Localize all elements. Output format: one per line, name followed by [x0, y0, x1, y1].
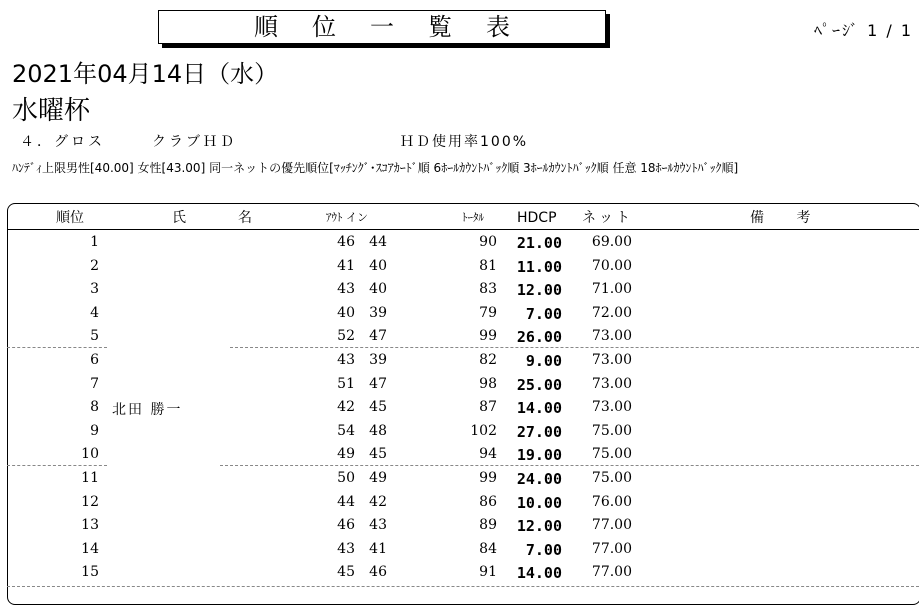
total-cell: 81 [479, 257, 497, 274]
total-cell: 94 [479, 446, 497, 463]
total-cell: 82 [479, 352, 497, 368]
in-score-cell: 39 [369, 352, 387, 368]
hd-usage-rate: ＨＤ使用率100% [400, 134, 529, 150]
rank-cell: 11 [81, 470, 99, 486]
table-row [7, 514, 919, 537]
group-divider [230, 347, 919, 348]
net-cell: 77.00 [591, 540, 632, 557]
net-cell: 76.00 [591, 493, 632, 510]
total-cell: 98 [479, 375, 497, 392]
table-row [7, 561, 919, 584]
group-divider [220, 465, 919, 466]
total-cell: 84 [479, 540, 497, 557]
hdcp-cell: 12.00 [516, 517, 562, 536]
rank-cell: 8 [90, 399, 99, 416]
total-cell: 102 [470, 422, 497, 439]
in-score-cell: 46 [369, 564, 387, 581]
rank-cell: 15 [81, 564, 99, 581]
hdcp-cell: 11.00 [516, 257, 562, 276]
in-score-cell: 48 [369, 422, 387, 439]
net-cell: 71.00 [591, 281, 632, 298]
category-hd: クラブＨＤ [152, 134, 237, 150]
hdcp-cell: 26.00 [516, 328, 562, 347]
table-row [7, 538, 919, 561]
rank-cell: 10 [81, 446, 99, 463]
rank-cell: 9 [90, 422, 99, 439]
out-score-cell: 51 [337, 375, 355, 392]
out-score-cell: 44 [337, 493, 355, 510]
category-code: ４．グロス [20, 134, 105, 150]
total-cell: 99 [479, 328, 497, 345]
rank-cell: 3 [90, 281, 99, 298]
out-score-cell: 43 [337, 540, 355, 557]
rank-cell: 1 [90, 234, 99, 250]
out-score-cell: 46 [337, 517, 355, 534]
in-score-cell: 40 [369, 281, 387, 298]
header-name-2: 名 [238, 210, 252, 226]
rank-cell: 6 [90, 352, 99, 368]
page-number: ﾍﾟｰｼﾞ 1 / 1 [813, 21, 913, 40]
table-row [7, 349, 919, 372]
in-score-cell: 43 [369, 517, 387, 534]
out-score-cell: 45 [337, 564, 355, 581]
table-row [7, 373, 919, 396]
group-divider [7, 586, 919, 587]
hdcp-cell: 9.00 [525, 352, 562, 370]
hdcp-cell: 19.00 [516, 446, 562, 465]
net-cell: 73.00 [591, 399, 632, 416]
rank-cell: 12 [81, 493, 99, 510]
header-divider [7, 229, 919, 230]
event-name: 水曜杯 [12, 96, 91, 126]
net-cell: 75.00 [591, 446, 632, 463]
total-cell: 90 [479, 234, 497, 250]
total-cell: 83 [479, 281, 497, 298]
in-score-cell: 40 [369, 257, 387, 274]
in-score-cell: 42 [369, 493, 387, 510]
rank-cell: 13 [81, 517, 99, 534]
total-cell: 99 [479, 470, 497, 486]
in-score-cell: 47 [369, 328, 387, 345]
header-total: ﾄｰﾀﾙ [462, 211, 484, 224]
table-row [7, 443, 919, 466]
event-date: 2021年04月14日（水） [12, 60, 279, 88]
report-title: 順位一覧表 [158, 10, 606, 44]
hdcp-cell: 12.00 [516, 281, 562, 300]
table-row [7, 231, 919, 254]
rank-cell: 5 [90, 328, 99, 345]
header-rank: 順位 [56, 210, 84, 226]
net-cell: 75.00 [591, 422, 632, 439]
in-score-cell: 44 [369, 234, 387, 250]
in-score-cell: 45 [369, 399, 387, 416]
category-line [20, 131, 528, 151]
header-hdcp: HDCP [517, 210, 557, 226]
net-cell: 77.00 [591, 517, 632, 534]
net-cell: 69.00 [591, 234, 632, 250]
total-cell: 91 [479, 564, 497, 581]
table-row [7, 255, 919, 278]
hdcp-cell: 10.00 [516, 493, 562, 512]
header-out-in: ｱｳﾄ イン [326, 211, 368, 224]
total-cell: 86 [479, 493, 497, 510]
table-row [7, 491, 919, 514]
out-score-cell: 43 [337, 352, 355, 368]
rank-cell: 7 [90, 375, 99, 392]
out-score-cell: 49 [337, 446, 355, 463]
in-score-cell: 45 [369, 446, 387, 463]
group-divider [7, 347, 107, 348]
out-score-cell: 50 [337, 470, 355, 486]
out-score-cell: 46 [337, 234, 355, 250]
hdcp-cell: 7.00 [525, 540, 562, 559]
in-score-cell: 47 [369, 375, 387, 392]
header-remarks: 備 考 [750, 210, 825, 226]
net-cell: 77.00 [591, 564, 632, 581]
table-row [7, 325, 919, 348]
out-score-cell: 41 [337, 257, 355, 274]
hdcp-cell: 21.00 [516, 234, 562, 252]
net-cell: 70.00 [591, 257, 632, 274]
total-cell: 89 [479, 517, 497, 534]
out-score-cell: 54 [337, 422, 355, 439]
header-name-1: 氏 [172, 210, 186, 226]
net-cell: 73.00 [591, 352, 632, 368]
hdcp-cell: 24.00 [516, 470, 562, 488]
table-row [7, 302, 919, 325]
rank-cell: 4 [90, 304, 99, 321]
conditions-text: ﾊﾝﾃﾞｨ上限男性[40.00] 女性[43.00] 同一ネットの優先順位[ﾏｯﾁﾝｸﾞ･ｽｺｱｶｰﾄﾞ順 6ﾎｰﾙｶｳﾝﾄﾊﾞｯｸ順 3ﾎｰﾙｶｳﾝﾄﾊﾞｯｸ順 任意 18ﾎｰﾙｶｳﾝﾄﾊﾞｯｸ順] [12, 161, 739, 175]
out-score-cell: 43 [337, 281, 355, 298]
player-name: 北田 勝一 [112, 402, 183, 418]
in-score-cell: 39 [369, 304, 387, 321]
hdcp-cell: 14.00 [516, 564, 562, 583]
net-cell: 73.00 [591, 328, 632, 345]
table-row [7, 278, 919, 301]
hdcp-cell: 27.00 [516, 422, 562, 441]
table-row [7, 467, 919, 490]
table-row [7, 420, 919, 443]
rank-cell: 14 [81, 540, 99, 557]
out-score-cell: 40 [337, 304, 355, 321]
rank-cell: 2 [90, 257, 99, 274]
in-score-cell: 41 [369, 540, 387, 557]
in-score-cell: 49 [369, 470, 387, 486]
header-net: ネット [582, 210, 633, 226]
out-score-cell: 42 [337, 399, 355, 416]
group-divider [7, 465, 107, 466]
net-cell: 72.00 [591, 304, 632, 321]
hdcp-cell: 7.00 [525, 304, 562, 323]
total-cell: 79 [479, 304, 497, 321]
out-score-cell: 52 [337, 328, 355, 345]
net-cell: 73.00 [591, 375, 632, 392]
hdcp-cell: 14.00 [516, 399, 562, 418]
total-cell: 87 [479, 399, 497, 416]
net-cell: 75.00 [591, 470, 632, 486]
hdcp-cell: 25.00 [516, 375, 562, 394]
